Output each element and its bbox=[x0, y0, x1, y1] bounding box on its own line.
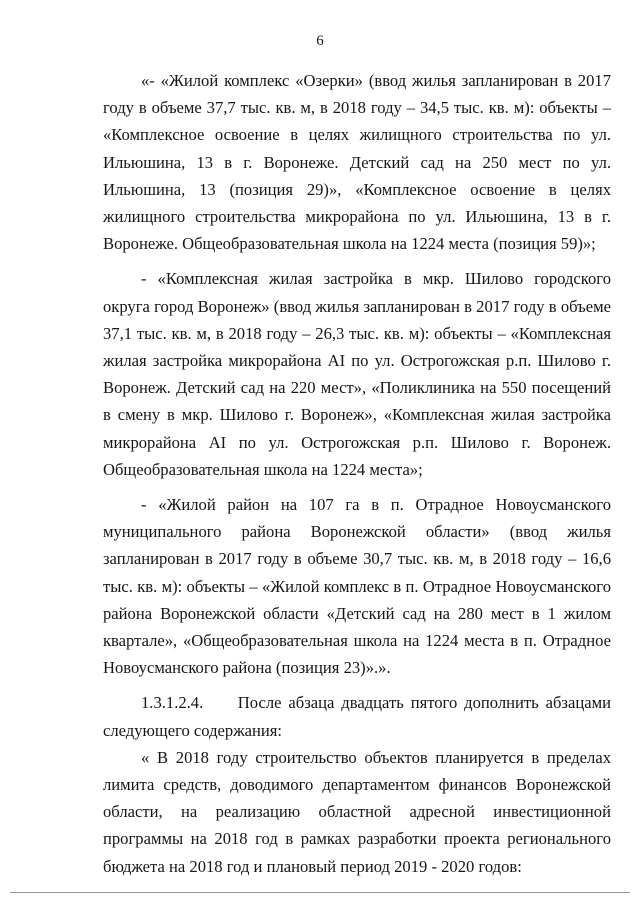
paragraph-clause bbox=[103, 689, 611, 743]
paragraph-ozerki: «- «Жилой комплекс «Озерки» (ввод жилья запланирован в 2017 году в объеме 37,7 тыс. кв. м, в 2018 году – 34,5 тыс. кв. м): объекты – «Комплексное освоение в целях жилищного строительства по ул. Ильюшина, 13 в г. Воронеже. Детский сад на 250 мест по ул. Ильюшина, 13 (позиция 29)», «Комплексное освоение в целях жилищного строительства микрорайона по ул. Ильюшина, 13 в г. Воронеже. Общеобразовательная школа на 1224 места (позиция 59)»; bbox=[103, 71, 611, 254]
document-body bbox=[103, 67, 611, 880]
page-bottom-divider bbox=[10, 892, 630, 893]
paragraph-otradnoe: - «Жилой район на 107 га в п. Отрадное Новоусманского муниципального района Воронежской области» (ввод жилья запланирован в 2017 году в объеме 30,7 тыс. кв. м, в 2018 году – 16,6 тыс. кв. м): объекты – «Жилой комплекс в п. Отрадное Новоусманского района Воронежской области «Детский сад на 280 мест в 1 жилом квартале», «Общеобразовательная школа на 1224 места в п. Отрадное Новоусманского района (позиция 23)».». bbox=[103, 495, 611, 678]
clause-number: 1.3.1.2.4. bbox=[141, 693, 204, 713]
clause-text: После абзаца двадцать пятого дополнить абзацами следующего содержания: bbox=[103, 693, 611, 740]
paragraph-shilovo: - «Комплексная жилая застройка в мкр. Шилово городского округа город Воронеж» (ввод жилья запланирован в 2017 году в объеме 37,1 тыс. кв. м, в 2018 году – 26,3 тыс. кв. м): объекты – «Комплексная жилая застройка микрорайона АI по ул. Острогожская р.п. Шилово г. Воронеж. Детский сад на 220 мест», «Поликлиника на 550 посещений в смену в мкр. Шилово г. Воронеж», «Комплексная жилая застройка микрорайона АI по ул. Острогожская р.п. Шилово г. Воронеж. Общеобразовательная школа на 1224 места»; bbox=[103, 269, 611, 479]
paragraph-quote: « В 2018 году строительство объектов планируется в пределах лимита средств, доводимого департаментом финансов Воронежской области, на реализацию областной адресной инвестиционной программы на 2018 год в рамках разработки проекта регионального бюджета на 2018 год и плановый период 2019 - 2020 годов: bbox=[103, 747, 611, 876]
page-number: 6 bbox=[316, 33, 324, 49]
